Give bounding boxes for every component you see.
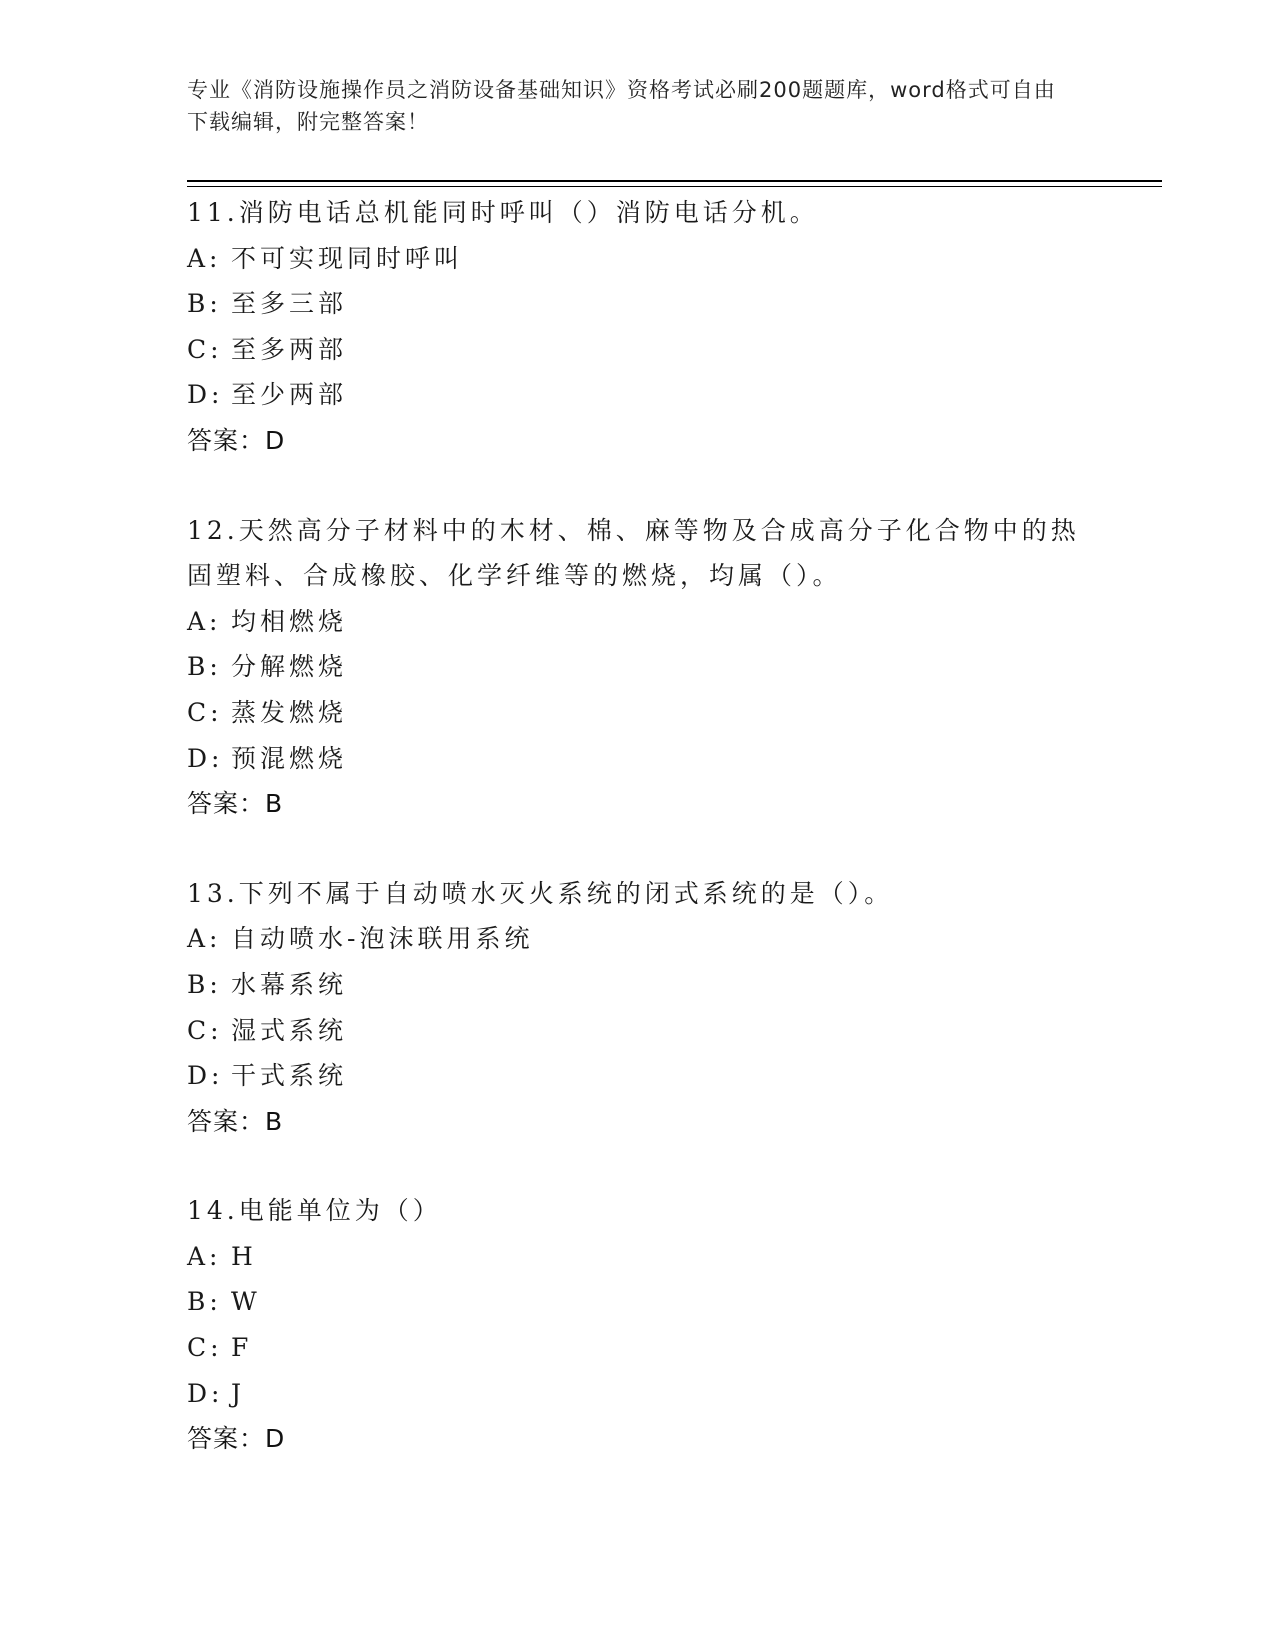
option-text: 至多三部 [231,289,348,319]
option-letter: A: [187,243,222,273]
option-d [187,372,1087,418]
answer-line [187,1099,1087,1145]
header-divider-thin [187,186,1162,187]
question-stem: 12.天然高分子材料中的木材、棉、麻等物及合成高分子化合物中的热固塑料、合成橡胶、化学纤维等的燃烧，均属（）。 [187,515,1080,591]
question-stem: 11.消防电话总机能同时呼叫（）消防电话分机。 [187,198,819,227]
answer-value: B [265,1106,283,1136]
answer-value: D [265,1424,285,1454]
option-text: F [231,1333,253,1363]
option-letter: D: [187,1061,224,1091]
option-a [187,916,1087,962]
option-letter: A: [187,1241,222,1271]
option-text: W [231,1287,261,1317]
option-text: 蒸发燃烧 [231,697,348,727]
option-b [187,962,1087,1008]
document-intro: 专业《消防设施操作员之消防设备基础知识》资格考试必刷200题题库，word格式可自由下载编辑，附完整答案！ [187,78,1056,134]
question-11 [187,190,1087,464]
option-d [187,736,1087,782]
option-a [187,599,1087,645]
question-12 [187,508,1087,827]
option-letter: A: [187,606,222,636]
question-stem: 13.下列不属于自动喷水灭火系统的闭式系统的是（）。 [187,878,894,908]
option-c [187,327,1087,373]
question-stem: 14.电能单位为（） [187,1196,442,1226]
question-13 [187,871,1087,1145]
option-a [187,1234,1087,1280]
option-text: 预混燃烧 [231,743,348,773]
header-divider-thick [187,180,1162,182]
option-text: 湿式系统 [231,1015,348,1045]
answer-label: 答案： [187,425,266,455]
option-text: 干式系统 [231,1061,348,1091]
answer-value: B [265,789,283,819]
option-b [187,281,1087,327]
option-letter: B: [187,652,222,682]
option-text: H [231,1241,257,1271]
answer-label: 答案： [187,1106,266,1136]
option-c [187,1008,1087,1054]
question-14 [187,1188,1087,1462]
option-text: 不可实现同时呼叫 [231,243,464,273]
question-list [187,190,1087,1506]
option-d [187,1053,1087,1099]
option-a [187,236,1087,282]
option-letter: B: [187,1287,222,1317]
option-letter: C: [187,1333,223,1363]
option-c [187,690,1087,736]
option-letter: A: [187,924,222,954]
option-text: J [231,1378,246,1408]
option-letter: B: [187,969,222,999]
option-d [187,1371,1087,1417]
option-letter: D: [187,1378,224,1408]
option-c [187,1325,1087,1371]
option-b [187,1279,1087,1325]
option-letter: D: [187,380,224,410]
option-letter: C: [187,334,223,364]
answer-line [187,418,1087,464]
answer-value: D [265,425,285,455]
answer-line [187,781,1087,827]
option-text: 均相燃烧 [231,606,348,636]
option-letter: C: [187,1015,223,1045]
option-text: 至少两部 [231,380,348,410]
option-letter: B: [187,289,222,319]
option-text: 自动喷水-泡沫联用系统 [231,924,534,954]
option-text: 至多两部 [231,334,348,364]
option-letter: D: [187,743,224,773]
answer-label: 答案： [187,1424,266,1454]
answer-line [187,1416,1087,1462]
option-text: 分解燃烧 [231,652,348,682]
answer-label: 答案： [187,789,266,819]
option-text: 水幕系统 [231,969,348,999]
option-b [187,644,1087,690]
option-letter: C: [187,697,223,727]
